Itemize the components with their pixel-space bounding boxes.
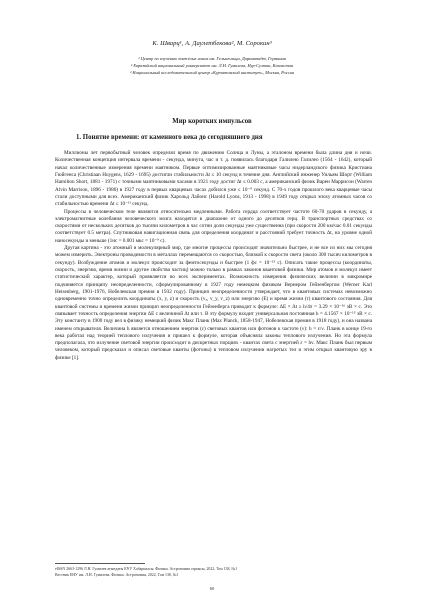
affiliations xyxy=(0,55,424,76)
paragraph-3: Другая картина - это атомный и молекулярный мир, где многие процессы происходят значительно быстрее, и не все из них мы сегодня можем измерить. Электроны проводимости в металлах перемещаются со скоростью, близкой к скорости света (около 300 тысяч километров в секунду). Возбуждение атомов и молекул происходит за фемтосекунды и быстрее (1 фс = 10⁻¹⁵ с). Описать такие процессы (координаты, скорость, энергию, время жизни и другие свойства частиц) можно только в рамках законов квантовой физики. Мир атомов и молекул имеет статистический характер, который проявляется во всех экспериментах. Возможность измерения физических величин в микромире подчиняется принципу неопределенности, сформулированному в 1927 году немецким физиком Вернером Гейзенбергом (Werner Karl Heisenberg, 1901-1976, Нобелевская премия в 1932 году). Принцип неопределенности утверждает, что в квантовых системах невозможно одновременно точно определить координаты (x, y, z) и скорость (vₓ, v_y, v_z) или энергию (E) и время жизни (τ) квантового состояния. Для квантовой системы и времени жизни принцип неопределенности Гейзенберга приводит к формуле: ΔE × Δt ≥ h/4π = 3.29 × 10⁻¹⁶ эВ × с. Это связывает точность определения энергии ΔE с величиной Δt или τ. В эту формулу входит универсальная постоянная h = 4.1567 × 10⁻¹⁵ эВ × с. Эту константу в 1900 году вел в физику немецкий физик Макс Планк (Max Planck, 1858-1947, Нобелевская премия в 1918 году), и она названа именем открывателя. Величина h является отношением энергии (ε) световых квантов или фотонов к частоте (ν): h = ε/ν. Планк в конце 19-го века работал над теорией теплового излучения и пришел к формуле, которая объясняла законы теплового излучения. Но эта формула предполагала, что излучение световой энергии происходит в дискретных порциях - квантах света с энергией ε = hν. Макс Планк был первым человеком, который предсказал и описал световые кванты (фотоны) в тепловом излучении нагретых тел и этим открыл квантовую эру в физике [1]. xyxy=(55,245,372,361)
section-heading: 1. Понятие времени: от каменного века до сегодняшнего дня xyxy=(76,134,263,141)
footnote-journal-ru: Вестник ЕНУ им. Л.Н. Гумилева. Физика. Астрономия, 2022, Том 138, №1 xyxy=(55,573,179,577)
footnotes xyxy=(55,566,372,578)
affiliation-1: ¹ Центр по изучению тяжёлых ионов им. Гельмгольца, Дармштадт, Германия xyxy=(138,56,286,61)
article-title: Мир коротких импульсов xyxy=(172,118,252,125)
affiliation-3: ³ Национальный исследовательский центр «Курчатовский институт», Москва, Россия xyxy=(130,70,294,76)
author-line: К. Шварц¹, А. Даулетбекова², М. Сорокин³ xyxy=(152,40,272,47)
footnote-divider xyxy=(55,563,145,564)
article-body xyxy=(55,150,372,362)
affiliation-2: ² Евразийский национальный университет им. Л.Н. Гумилева, Нур-Султан, Казахстан xyxy=(130,63,294,69)
page-number: 60 xyxy=(209,586,215,591)
paragraph-1: Миллионы лет первобытный человек определял время по движению Солнца и Луны, а эталоном времени была длина дня и ночи. Количественная концепция интервала времени - секунда, минута, час и т. д. появилась благодаря Галилею Галилео (1564 - 1642), который начал количественные измерения времени маятником. Первые оптимизированные маятниковые часы нидерландского физика Кристиана Гюйгенса (Christiaan Huygens, 1629 - 1695) достигли стабильности Δt ≤ 10 секунд в течение дня. Английский инженер Уильям Шорт (William Hamilton Short, 1881 - 1971) с точными маятниковыми часами в 1921 году достиг Δt ≤ 0.003 с, а американский физик Варен Маррисон (Warren Alvin Marrison, 1896 - 1980) в 1927 году в первых кварцевых часах добился уже ≤ 10⁻⁹ секунд. С 70-х годов прошлого века кварцевые часы стали доступными для всех. Американский физик Харольд Лайонс (Harold Lyons, 1913 - 1998) в 1949 году открыл эпоху атомных часов со стабильностью времени Δt ≤ 10⁻¹¹ секунд. xyxy=(55,150,372,208)
paragraph-2: Процессы в человеческом теле являются относительно медленными. Работа сердца соответствует частоте 60-70 ударов в секунду, а электромагнитные колебания человеческого мозга находятся в диапазоне от одного до десятков герц. В транспортных средствах со скоростями от нескольких десятков до тысячи километров в час сотни доли секунды уже существенна (при скорости 200 км/час 0.01 секунды соответствует 0.5 метра). Спутниковая навигационная связь для определения координат и расстояний требует точность Δt, на уровне одной наносекунды и меньше (1нс = 0.001 мкс = 10⁻⁹ с). xyxy=(55,208,372,244)
footnote-journal-kz: eISSN 2663-1296 Л.Н. Гумилев атындағы ЕҰУ Хабаршысы. Физика. Астрономия сериясы, 2022, Том 138, №1 xyxy=(55,567,238,571)
